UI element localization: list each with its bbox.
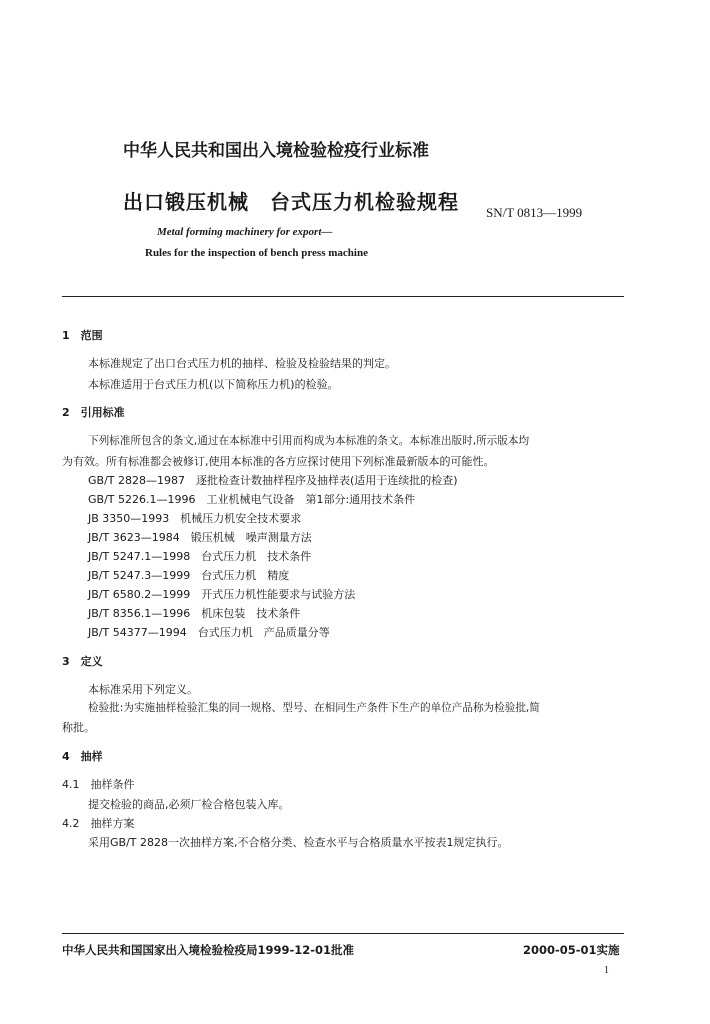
section-4-2-heading: 4.2 抽样方案 — [62, 817, 135, 830]
section-4-1-text: 提交检验的商品,必须厂检合格包装入库。 — [88, 798, 290, 811]
page-number: 1 — [604, 965, 609, 976]
section-1-heading: 1 范围 — [62, 329, 103, 342]
reference-item: JB/T 54377—1994 台式压力机 产品质量分等 — [88, 626, 330, 639]
section-4-2-text: 采用GB/T 2828一次抽样方案,不合格分类、检查水平与合格质量水平按表1规定执行。 — [88, 836, 509, 849]
section-4-1-heading: 4.1 抽样条件 — [62, 778, 135, 791]
section-3-paragraph-1: 本标准采用下列定义。 — [88, 683, 198, 696]
industry-standard-title: 中华人民共和国出入境检验检疫行业标准 — [123, 141, 429, 161]
reference-item: JB/T 5247.3—1999 台式压力机 精度 — [88, 569, 290, 582]
reference-item: GB/T 5226.1—1996 工业机械电气设备 第1部分:通用技术条件 — [88, 493, 416, 506]
section-2-paragraph-line-2: 为有效。所有标准都会被修订,使用本标准的各方应探讨使用下列标准最新版本的可能性。 — [62, 455, 495, 468]
approval-statement: 中华人民共和国国家出入境检验检疫局1999-12-01批准 — [62, 943, 355, 957]
section-3-heading: 3 定义 — [62, 655, 103, 668]
section-3-paragraph-2-line-1: 检验批:为实施抽样检验汇集的同一规格、型号、在相同生产条件下生产的单位产品称为检验批,简 — [88, 702, 540, 714]
reference-item: JB/T 6580.2—1999 开式压力机性能要求与试验方法 — [88, 588, 356, 601]
document-title-en-line2: Rules for the inspection of bench press machine — [145, 247, 368, 259]
reference-item: JB/T 3623—1984 锻压机械 噪声测量方法 — [88, 531, 312, 544]
reference-item: JB/T 8356.1—1996 机床包装 技术条件 — [88, 607, 301, 620]
document-title-en-line1: Metal forming machinery for export— — [157, 226, 333, 238]
section-2-paragraph-line-1: 下列标准所包含的条文,通过在本标准中引用而构成为本标准的条文。本标准出版时,所示版本均 — [88, 435, 530, 447]
reference-item: JB 3350—1993 机械压力机安全技术要求 — [88, 512, 302, 525]
reference-item: JB/T 5247.1—1998 台式压力机 技术条件 — [88, 550, 312, 563]
section-4-heading: 4 抽样 — [62, 750, 103, 763]
section-2-heading: 2 引用标准 — [62, 406, 125, 419]
section-3-paragraph-2-line-2: 称批。 — [62, 721, 95, 734]
header-divider — [62, 296, 624, 297]
section-1-paragraph-1: 本标准规定了出口台式压力机的抽样、检验及检验结果的判定。 — [88, 357, 396, 370]
footer-divider — [62, 933, 624, 934]
standard-code: SN/T 0813—1999 — [486, 205, 583, 220]
section-1-paragraph-2: 本标准适用于台式压力机(以下简称压力机)的检验。 — [88, 378, 339, 391]
reference-item: GB/T 2828—1987 逐批检查计数抽样程序及抽样表(适用于连续批的检查) — [88, 474, 458, 487]
implementation-date: 2000-05-01实施 — [523, 943, 620, 957]
document-title-cn: 出口锻压机械 台式压力机检验规程 — [123, 190, 459, 214]
